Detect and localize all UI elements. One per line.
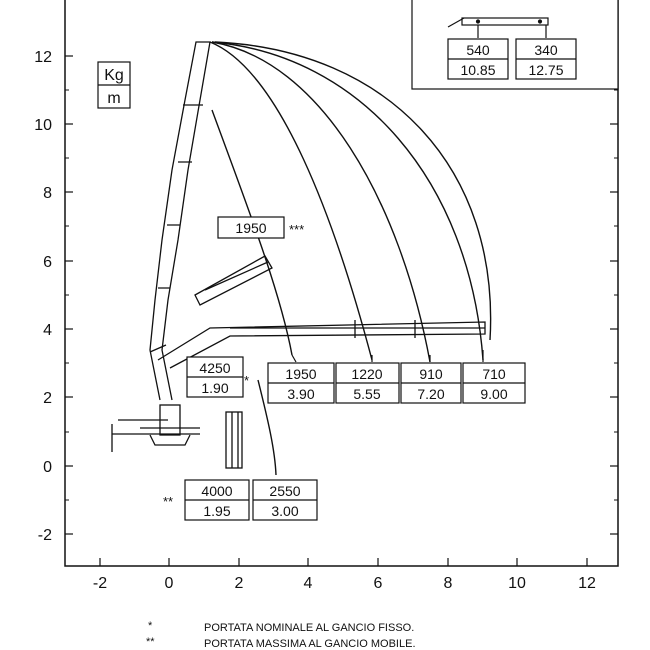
grid-dashes <box>65 90 618 500</box>
footnote-text-1: PORTATA NOMINALE AL GANCIO FISSO. <box>204 622 415 634</box>
footnote-mark-1: * <box>148 620 153 632</box>
curve-outer-3 <box>212 42 483 360</box>
x-tick-label: 10 <box>508 575 526 592</box>
x-tick-label: 0 <box>164 575 174 592</box>
y-tick-label: 4 <box>43 322 52 339</box>
inset-reach-1: 10.85 <box>460 62 496 78</box>
box-mid-mark: * <box>244 373 250 388</box>
footnote-mark-2: ** <box>146 636 155 648</box>
box-top-single-load: 1950 <box>235 220 267 236</box>
box-low-left-load: 4000 <box>201 483 233 499</box>
box-top-single-mark: *** <box>289 222 305 237</box>
load-curves <box>210 42 491 475</box>
x-tick-label: 12 <box>578 575 596 592</box>
y-tick-label: 6 <box>43 254 52 271</box>
y-tick-label: -2 <box>37 527 52 544</box>
box-low-mark: ** <box>163 494 174 509</box>
y-tick-label: 12 <box>34 49 52 66</box>
footnotes <box>146 620 416 650</box>
x-tick-label: 8 <box>443 575 453 592</box>
y-tick-label: 10 <box>34 117 52 134</box>
box-load-3: 910 <box>419 366 443 382</box>
box-load-4: 710 <box>482 366 506 382</box>
footnote-text-2: PORTATA MASSIMA AL GANCIO MOBILE. <box>204 638 416 650</box>
y-tick-label: 8 <box>43 185 52 202</box>
unit-load: Kg <box>104 67 124 84</box>
box-low <box>163 480 317 520</box>
box-mid-reach: 1.90 <box>201 380 229 396</box>
leader-lines <box>292 350 483 362</box>
x-tick-label: 4 <box>303 575 313 592</box>
box-low-right-load: 2550 <box>269 483 301 499</box>
inset-load-2: 340 <box>534 42 558 58</box>
x-tick-labels <box>93 575 596 592</box>
box-reach-4: 9.00 <box>480 386 508 402</box>
box-top-single <box>218 217 304 238</box>
x-tick-label: 2 <box>234 575 244 592</box>
x-tick-label: 6 <box>373 575 383 592</box>
x-tick-label: -2 <box>92 575 108 592</box>
box-reach-3: 7.20 <box>417 386 445 402</box>
box-low-right-reach: 3.00 <box>271 503 299 519</box>
inset-reach-2: 12.75 <box>528 62 564 78</box>
box-load-1: 1950 <box>285 366 317 382</box>
unit-length: m <box>107 90 121 107</box>
box-mid-load: 4250 <box>199 360 231 376</box>
crane-boom <box>112 42 485 468</box>
box-load-2: 1220 <box>351 366 383 382</box>
y-tick-label: 2 <box>43 390 52 407</box>
inset-load-1: 540 <box>466 42 490 58</box>
box-mid <box>187 357 249 397</box>
box-low-left-reach: 1.95 <box>203 503 231 519</box>
inset-panel <box>412 0 618 89</box>
axis-tick-marks <box>65 56 618 566</box>
unit-box <box>98 62 130 108</box>
box-reach-1: 3.90 <box>287 386 315 402</box>
curve-outer-1 <box>210 42 372 360</box>
box-reach-2: 5.55 <box>353 386 381 402</box>
y-tick-labels <box>34 49 52 544</box>
load-box-row <box>268 363 525 403</box>
y-tick-label: 0 <box>43 459 52 476</box>
